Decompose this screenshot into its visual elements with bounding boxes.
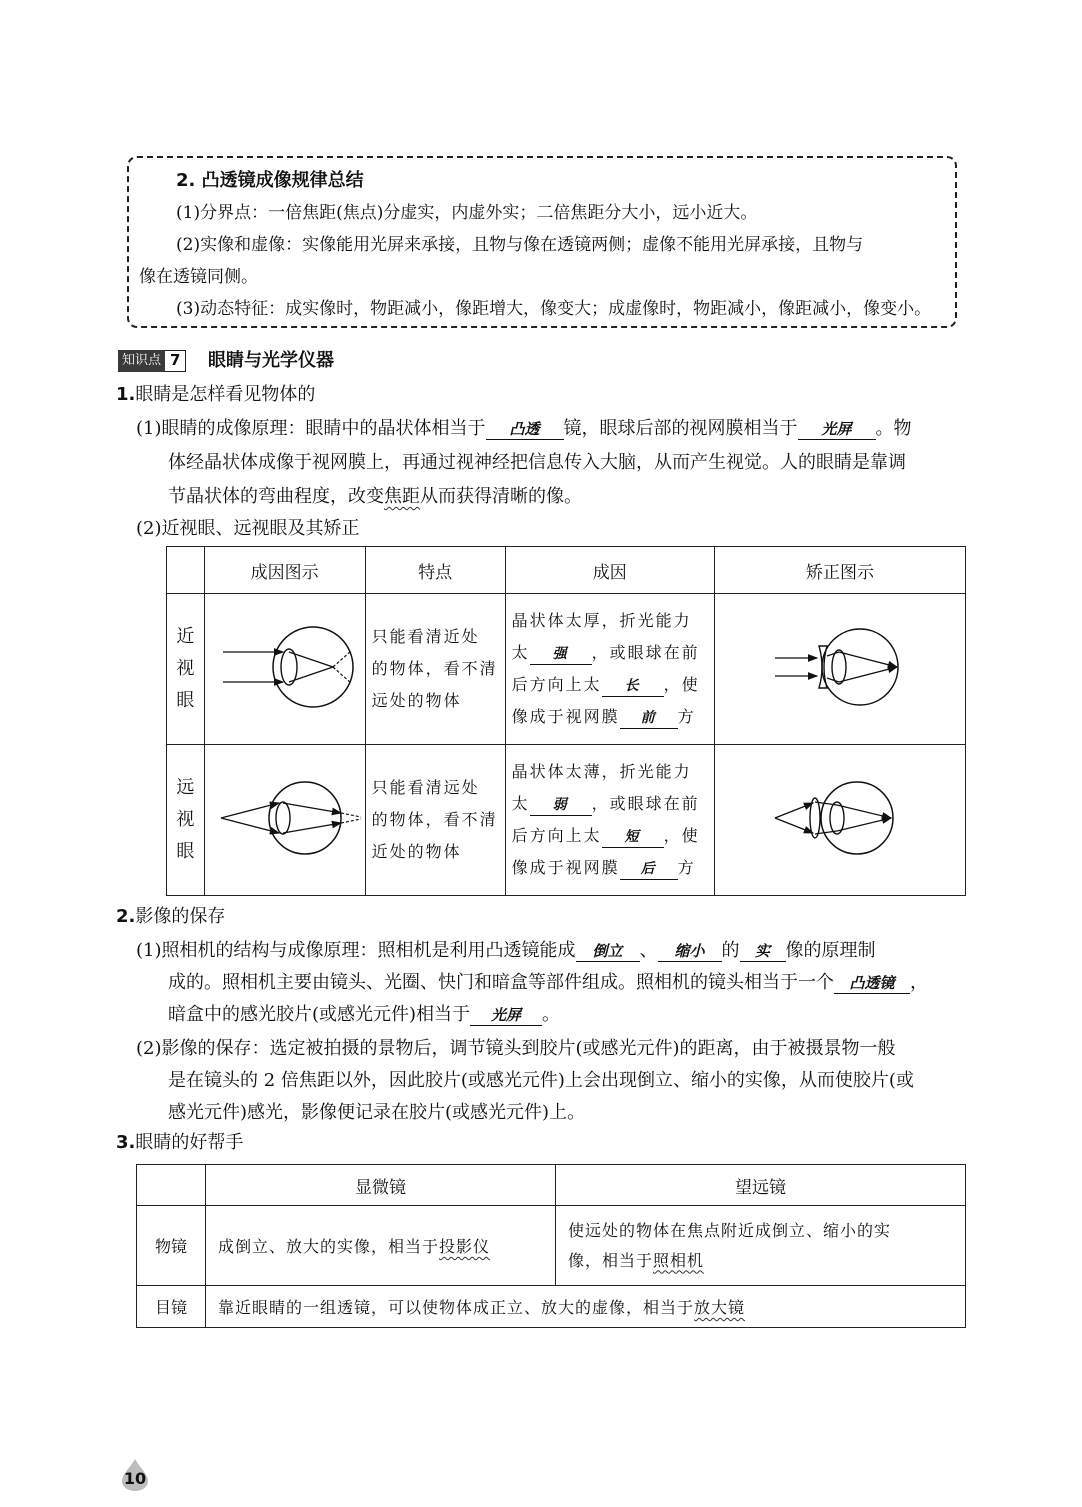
answer-blank: 强 xyxy=(530,644,592,665)
telescope-objective: 使远处的物体在焦点附近成倒立、缩小的实 像，相当于照相机 xyxy=(556,1206,966,1286)
answer-blank: 实 xyxy=(740,941,786,962)
hyperopia-diagram-cell xyxy=(204,745,365,896)
knowledge-point-label: 知识点 xyxy=(118,350,165,372)
section1-p2: (2)近视眼、远视眼及其矫正 xyxy=(136,518,360,539)
section2-p1-line2: 成的。照相机主要由镜头、光圈、快门和暗盒等部件组成。照相机的镜头相当于一个 凸透镜 ， xyxy=(168,972,928,993)
summary-line-2a: (2)实像和虚像：实像能用光屏来承接，且物与像在透镜两侧；虚像不能用光屏承接，且物与 xyxy=(176,235,864,255)
answer-blank: 短 xyxy=(602,827,664,848)
microscope-objective: 成倒立、放大的实像，相当于投影仪 xyxy=(206,1206,556,1286)
answer-blank: 凸透镜 xyxy=(834,973,910,994)
row-label-hyperopia: 远 视 眼 xyxy=(167,745,205,896)
section2-heading: 2.影像的保存 xyxy=(116,906,226,927)
hyperopia-cause: 晶状体太薄，折光能力 太 弱 ，或眼球在前 后方向上太 短 ，使 像成于视网膜 后 方 xyxy=(505,745,714,896)
summary-line-3: (3)动态特征：成实像时，物距减小，像距增大，像变大；成虚像时，物距减小，像距减小，像变小。 xyxy=(176,299,932,319)
section2-p2-line3: 感光元件)感光，影像便记录在胶片(或感光元件)上。 xyxy=(168,1102,586,1123)
answer-blank: 长 xyxy=(602,676,664,697)
answer-blank: 弱 xyxy=(530,795,592,816)
section2-p1-line1: (1)照相机的结构与成像原理：照相机是利用凸透镜能成 倒立 、 缩小 的 实 像的原理制 xyxy=(136,940,876,961)
table-row-hyperopia xyxy=(167,745,966,896)
table-row-objective xyxy=(137,1206,966,1286)
knowledge-point-title: 眼睛与光学仪器 xyxy=(208,350,334,371)
section1-p1-line1: (1)眼睛的成像原理：眼睛中的晶状体相当于 凸透 镜，眼球后部的视网膜相当于 光屏 。物 xyxy=(136,418,912,439)
hyperopia-correction-diagram xyxy=(715,745,965,891)
section2-p2-line2: 是在镜头的 2 倍焦距以外，因此胶片(或感光元件)上会出现倒立、缩小的实像，从而使胶片(或 xyxy=(168,1070,914,1091)
header-cause: 成因 xyxy=(505,547,714,594)
row-label-eyepiece: 目镜 xyxy=(137,1286,206,1328)
myopia-cause: 晶状体太厚，折光能力 太 强 ，或眼球在前 后方向上太 长 ，使 像成于视网膜 前 方 xyxy=(505,594,714,745)
answer-blank: 倒立 xyxy=(576,941,640,962)
section2-p1-line3: 暗盒中的感光胶片(或感光元件)相当于 光屏 。 xyxy=(168,1004,561,1025)
emphasis-focal-length: 焦距 xyxy=(384,486,420,507)
section3-heading: 3.眼睛的好帮手 xyxy=(116,1132,244,1153)
eye-defects-table xyxy=(166,546,966,896)
myopia-diagram xyxy=(205,594,365,740)
answer-blank: 后 xyxy=(620,859,678,880)
table-row-eyepiece xyxy=(137,1286,966,1328)
table-row-myopia xyxy=(167,594,966,745)
myopia-feature: 只能看清近处 的物体，看不清 远处的物体 xyxy=(365,594,505,745)
header-microscope: 显微镜 xyxy=(206,1165,556,1206)
row-label-objective: 物镜 xyxy=(137,1206,206,1286)
answer-blank: 缩小 xyxy=(658,941,722,962)
section1-heading: 1.眼睛是怎样看见物体的 xyxy=(116,384,316,405)
header-feature: 特点 xyxy=(365,547,505,594)
hyperopia-correction-cell xyxy=(715,745,966,896)
header-telescope: 望远镜 xyxy=(556,1165,966,1206)
knowledge-point-number: 7 xyxy=(165,350,186,372)
myopia-diagram-cell xyxy=(204,594,365,745)
table-header-row xyxy=(137,1165,966,1206)
summary-line-2b: 像在透镜同侧。 xyxy=(139,267,258,287)
row-label-myopia: 近 视 眼 xyxy=(167,594,205,745)
header-diagram: 成因图示 xyxy=(204,547,365,594)
table-header-row xyxy=(167,547,966,594)
knowledge-point-tag xyxy=(118,350,186,372)
eyepiece-description: 靠近眼睛的一组透镜，可以使物体成正立、放大的虚像，相当于放大镜 xyxy=(206,1286,966,1328)
summary-line-1: (1)分界点：一倍焦距(焦点)分虚实，内虚外实；二倍焦距分大小，远小近大。 xyxy=(176,203,758,223)
optical-instruments-table xyxy=(136,1164,966,1328)
answer-blank: 光屏 xyxy=(798,419,876,440)
section2-p2-line1: (2)影像的保存：选定被拍摄的景物后，调节镜头到胶片(或感光元件)的距离，由于被摄景物一般 xyxy=(136,1038,896,1059)
myopia-correction-cell xyxy=(715,594,966,745)
answer-blank: 光屏 xyxy=(470,1005,542,1026)
header-correction: 矫正图示 xyxy=(715,547,966,594)
answer-blank: 前 xyxy=(620,708,678,729)
hyperopia-feature: 只能看清远处 的物体，看不清 近处的物体 xyxy=(365,745,505,896)
page-number: 10 xyxy=(123,1469,147,1488)
section1-p1-line2: 体经晶状体成像于视网膜上，再通过视神经把信息传入大脑，从而产生视觉。人的眼睛是靠调 xyxy=(168,452,906,473)
page-number-badge xyxy=(120,1458,150,1492)
hyperopia-diagram xyxy=(205,745,365,891)
answer-blank: 凸透 xyxy=(486,419,564,440)
myopia-correction-diagram xyxy=(715,594,965,740)
summary-title: 2. 凸透镜成像规律总结 xyxy=(176,170,364,191)
section1-p1-line3: 节晶状体的弯曲程度，改变焦距从而获得清晰的像。 xyxy=(168,486,582,507)
